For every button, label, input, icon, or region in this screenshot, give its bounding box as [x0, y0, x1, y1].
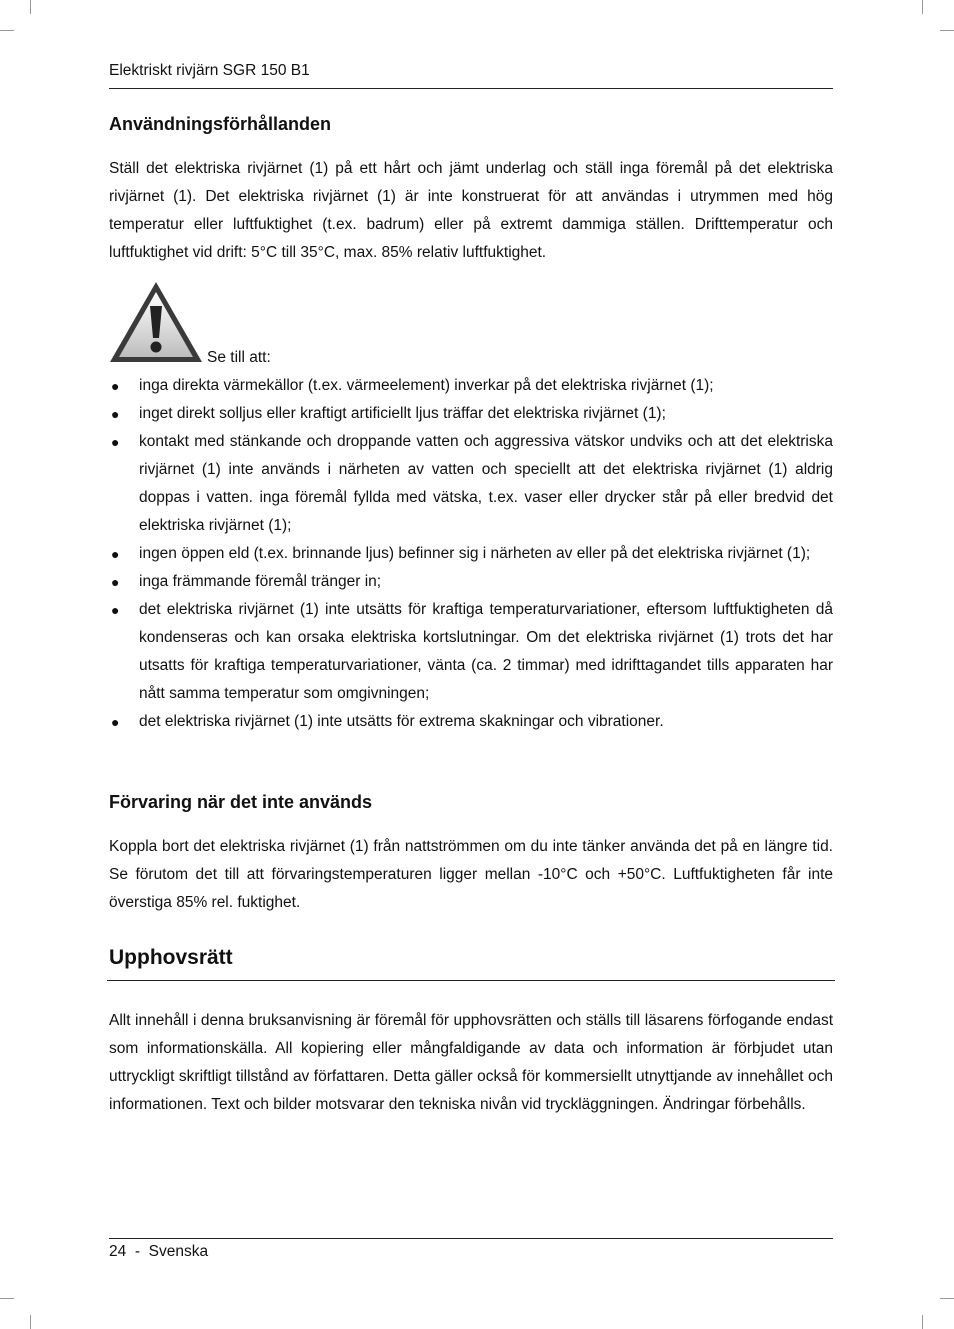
bullet-icon: ● [111, 434, 120, 450]
crop-mark [0, 30, 14, 31]
crop-mark [940, 1298, 954, 1299]
crop-mark [30, 0, 31, 14]
warning-triangle-icon [108, 280, 204, 364]
list-item [109, 568, 833, 596]
running-header: Elektriskt rivjärn SGR 150 B1 [109, 62, 833, 89]
copyright-paragraph: Allt innehåll i denna bruksanvisning är föremål för upphovsrätten och ställs till läsarens förfogande endast som informationskälla. All kopiering eller mångfaldigande av data och information är förbjudet utan uttryckligt skriftligt tillstånd av författaren. Detta gäller också för kommersiellt utnyttjande av innehållet och informationen. Text och bilder motsvarar den tekniska nivån vid tryckläggningen. Ändringar förbehålls. [109, 1012, 833, 1113]
crop-mark [0, 1298, 14, 1299]
storage-paragraph: Koppla bort det elektriska rivjärnet (1) från nattströmmen om du inte tänker använda det på en längre tid. Se förutom det till att förvaringstemperaturen ligger mellan -10°C och +50°C. Luftfuktigheten får inte överstiga 85% rel. fuktighet. [109, 838, 833, 911]
usage-paragraph: Ställ det elektriska rivjärnet (1) på ett hårt och jämt underlag och ställ inga föremål på det elektriska rivjärnet (1). Det elektriska rivjärnet (1) är inte konstruerat för att användas i utrymmen med hög temperatur eller luftfuktighet (t.ex. badrum) eller på extremt dammiga ställen. Drifttemperatur och luftfuktighet vid drift: 5°C till 35°C, max. 85% relativ luftfuktighet. [109, 160, 833, 261]
precaution-list [109, 372, 833, 736]
list-item [109, 400, 833, 428]
section-heading-storage: Förvaring när det inte används [109, 792, 373, 812]
bullet-icon: ● [111, 714, 120, 730]
section-heading-copyright: Upphovsrätt [109, 946, 233, 969]
section-divider [107, 980, 835, 981]
bullet-icon: ● [111, 574, 120, 590]
crop-mark [30, 1315, 31, 1329]
page-footer: 24 - Svenska [109, 1243, 209, 1260]
list-item [109, 708, 833, 736]
bullet-icon: ● [111, 406, 120, 422]
list-item [109, 428, 833, 540]
list-item [109, 540, 833, 568]
crop-mark [940, 30, 954, 31]
list-item-text: inget direkt solljus eller kraftigt artificiellt ljus träffar det elektriska rivjärnet (1); [139, 405, 666, 422]
list-item-text: kontakt med stänkande och droppande vatten och aggressiva vätskor undviks och att det elektriska rivjärnet (1) inte används i närheten av vatten och speciellt att det elektriska rivjärnet (1) aldrig doppas i vatten. inga föremål fyllda med vätska, t.ex. vaser eller drycker står på eller bredvid det elektriska rivjärnet (1); [139, 433, 833, 534]
list-item [109, 372, 833, 400]
footer-rule [109, 1238, 833, 1239]
list-item [109, 596, 833, 708]
bullet-icon: ● [111, 602, 120, 618]
list-item-text: det elektriska rivjärnet (1) inte utsätts för kraftiga temperaturvariationer, eftersom luftfuktigheten då kondenseras och kan orsaka elektriska kortslutningar. Om det elektriska rivjärnet (1) trots det har utsatts för kraftiga temperaturvariationer, vänta (ca. 2 timmar) med idrifttagandet tills apparaten har nått samma temperatur som omgivningen; [139, 601, 833, 702]
bullet-icon: ● [111, 546, 120, 562]
crop-mark [922, 0, 923, 14]
crop-mark [922, 1315, 923, 1329]
list-item-text: det elektriska rivjärnet (1) inte utsätts för extrema skakningar och vibrationer. [139, 713, 664, 730]
list-item-text: ingen öppen eld (t.ex. brinnande ljus) befinner sig i närheten av eller på det elektriska rivjärnet (1); [139, 545, 811, 562]
warning-lead-text: Se till att: [207, 349, 271, 366]
list-item-text: inga främmande föremål tränger in; [139, 573, 382, 590]
section-heading-usage: Användningsförhållanden [109, 114, 332, 134]
list-item-text: inga direkta värmekällor (t.ex. värmeelement) inverkar på det elektriska rivjärnet (1); [139, 377, 714, 394]
bullet-icon: ● [111, 378, 120, 394]
